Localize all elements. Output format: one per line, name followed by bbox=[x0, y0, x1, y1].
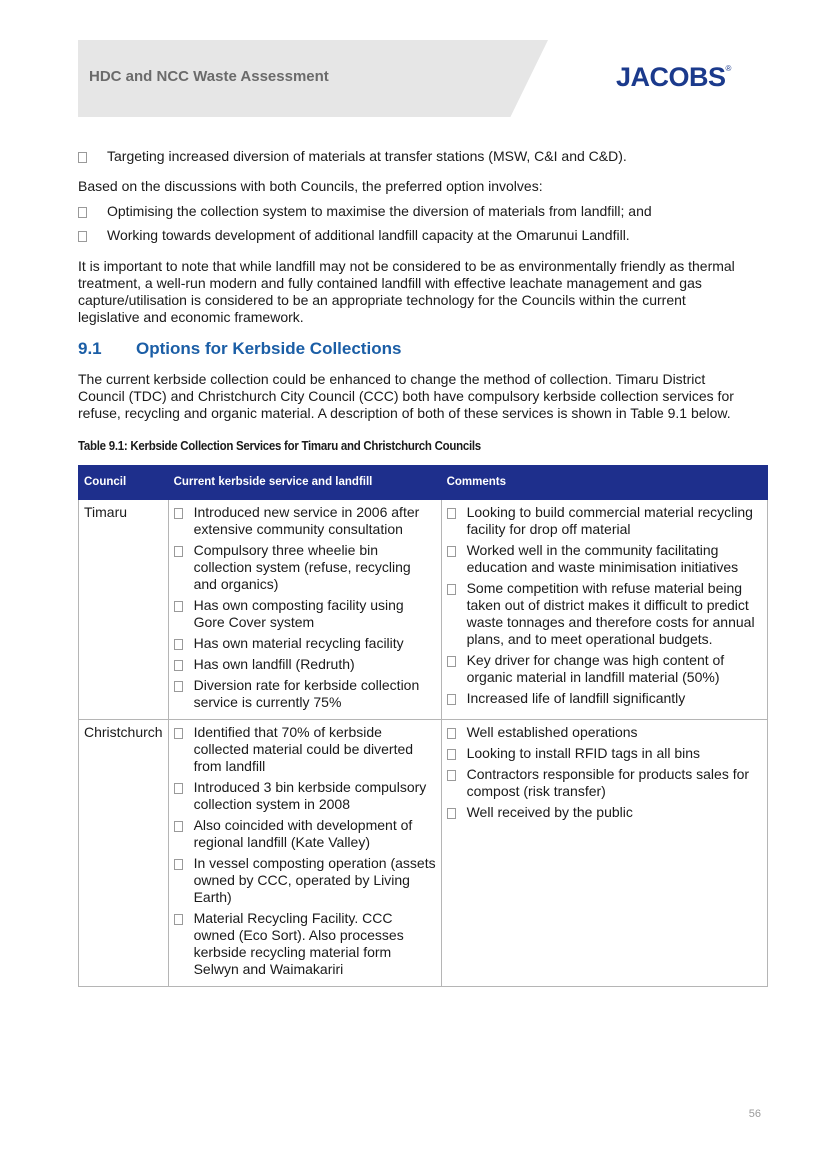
checkbox-bullet-icon bbox=[174, 660, 183, 671]
table-caption: Table 9.1: Kerbside Collection Services for Timaru and Christchurch Councils bbox=[78, 439, 481, 453]
list-item-text: Introduced 3 bin kerbside compulsory collection system in 2008 bbox=[193, 779, 427, 812]
list-item bbox=[174, 855, 436, 906]
checkbox-bullet-icon bbox=[447, 728, 456, 739]
checkbox-bullet-icon bbox=[174, 601, 183, 612]
list-item bbox=[174, 779, 436, 813]
list-item-text: Contractors responsible for products sales for compost (risk transfer) bbox=[466, 766, 750, 799]
list-item-text: Well received by the public bbox=[466, 804, 633, 820]
list-item bbox=[447, 542, 762, 576]
list-item-text: Worked well in the community facilitating education and waste minimisation initiatives bbox=[466, 542, 739, 575]
logo-registered-mark: ® bbox=[725, 64, 731, 73]
checkbox-bullet-icon bbox=[447, 546, 456, 557]
checkbox-bullet-icon bbox=[78, 207, 87, 218]
table-header-row bbox=[79, 466, 768, 500]
list-item-text: Material Recycling Facility. CCC owned (Eco Sort). Also processes kerbside recycling material form Selwyn and Waimakariri bbox=[193, 910, 404, 977]
column-header-council: Council bbox=[79, 466, 169, 500]
list-item bbox=[78, 227, 750, 244]
checkbox-bullet-icon bbox=[447, 584, 456, 595]
council-cell: Timaru bbox=[79, 500, 169, 720]
checkbox-bullet-icon bbox=[78, 152, 87, 163]
checkbox-bullet-icon bbox=[174, 639, 183, 650]
list-item-text: Identified that 70% of kerbside collected material could be diverted from landfill bbox=[193, 724, 414, 774]
checkbox-bullet-icon bbox=[447, 694, 456, 705]
list-item bbox=[447, 766, 762, 800]
list-item bbox=[447, 504, 762, 538]
list-item-text: Has own material recycling facility bbox=[193, 635, 404, 651]
checkbox-bullet-icon bbox=[174, 859, 183, 870]
checkbox-bullet-icon bbox=[174, 821, 183, 832]
list-item bbox=[78, 203, 750, 220]
section-title: Options for Kerbside Collections bbox=[136, 339, 402, 358]
list-item-text: Also coincided with development of regional landfill (Kate Valley) bbox=[193, 817, 413, 850]
table-row bbox=[79, 500, 768, 720]
checkbox-bullet-icon bbox=[174, 546, 183, 557]
note-paragraph: It is important to note that while landfill may not be considered to be as environmentally friendly as thermal treatment, a well-run modern and fully contained landfill with effective leachate management and gas capture/utilisation is considered to be an appropriate technology for the Councils within the current legislative and economic framework. bbox=[78, 258, 735, 325]
list-item bbox=[174, 677, 436, 711]
page-content bbox=[78, 148, 755, 987]
section-heading bbox=[78, 340, 750, 357]
column-header-comments: Comments bbox=[441, 466, 767, 500]
list-item-text: Increased life of landfill significantly bbox=[466, 690, 686, 706]
list-item bbox=[447, 580, 762, 648]
table-row bbox=[79, 720, 768, 987]
checkbox-bullet-icon bbox=[447, 508, 456, 519]
list-item bbox=[174, 542, 436, 593]
checkbox-bullet-icon bbox=[447, 808, 456, 819]
list-item bbox=[174, 597, 436, 631]
company-logo bbox=[616, 62, 731, 93]
list-item bbox=[174, 504, 436, 538]
page-number: 56 bbox=[748, 1108, 761, 1120]
checkbox-bullet-icon bbox=[447, 749, 456, 760]
column-header-service: Current kerbside service and landfill bbox=[168, 466, 441, 500]
list-item-text: Working towards development of additional landfill capacity at the Omarunui Landfill. bbox=[107, 227, 630, 243]
logo-text: JACOBS bbox=[616, 62, 726, 92]
list-item bbox=[174, 656, 436, 673]
list-item bbox=[447, 652, 762, 686]
list-item-text: Compulsory three wheelie bin collection system (refuse, recycling and organics) bbox=[193, 542, 411, 592]
list-item-text: Key driver for change was high content of organic material in landfill material (50%) bbox=[466, 652, 725, 685]
list-item-text: Diversion rate for kerbside collection service is currently 75% bbox=[193, 677, 420, 710]
comments-cell bbox=[441, 720, 767, 987]
list-item-text: Well established operations bbox=[466, 724, 638, 740]
list-item-text: Introduced new service in 2006 after extensive community consultation bbox=[193, 504, 420, 537]
list-item bbox=[447, 745, 762, 762]
list-item-text: In vessel composting operation (assets owned by CCC, operated by Living Earth) bbox=[193, 855, 436, 905]
list-item bbox=[447, 724, 762, 741]
checkbox-bullet-icon bbox=[174, 508, 183, 519]
list-item bbox=[174, 817, 436, 851]
list-item bbox=[174, 724, 436, 775]
comments-cell bbox=[441, 500, 767, 720]
list-item bbox=[447, 804, 762, 821]
checkbox-bullet-icon bbox=[174, 783, 183, 794]
list-item bbox=[174, 910, 436, 978]
list-item bbox=[174, 635, 436, 652]
checkbox-bullet-icon bbox=[174, 681, 183, 692]
list-item bbox=[78, 148, 750, 165]
list-item-text: Has own composting facility using Gore Cover system bbox=[193, 597, 404, 630]
preferred-option-intro: Based on the discussions with both Councils, the preferred option involves: bbox=[78, 178, 543, 194]
list-item-text: Looking to install RFID tags in all bins bbox=[466, 745, 701, 761]
kerbside-table bbox=[78, 465, 768, 987]
list-item bbox=[447, 690, 762, 707]
service-cell bbox=[168, 500, 441, 720]
section-number: 9.1 bbox=[78, 339, 102, 358]
checkbox-bullet-icon bbox=[78, 231, 87, 242]
service-cell bbox=[168, 720, 441, 987]
list-item-text: Targeting increased diversion of materials at transfer stations (MSW, C&I and C&D). bbox=[107, 148, 627, 164]
council-cell: Christchurch bbox=[79, 720, 169, 987]
list-item-text: Has own landfill (Redruth) bbox=[193, 656, 355, 672]
list-item-text: Looking to build commercial material recycling facility for drop off material bbox=[466, 504, 753, 537]
section-paragraph: The current kerbside collection could be enhanced to change the method of collection. Timaru District Council (TDC) and Christchurch City Council (CCC) both have compulsory kerbside collection services for refuse, recycling and organic material. A description of both of these services is shown in Table 9.1 below. bbox=[78, 371, 734, 421]
list-item-text: Optimising the collection system to maximise the diversion of materials from landfill; and bbox=[107, 203, 652, 219]
checkbox-bullet-icon bbox=[447, 656, 456, 667]
checkbox-bullet-icon bbox=[174, 728, 183, 739]
list-item-text: Some competition with refuse material being taken out of district makes it difficult to predict waste tonnages and therefore costs for annual plans, and to meet operational budgets. bbox=[466, 580, 755, 647]
checkbox-bullet-icon bbox=[447, 770, 456, 781]
checkbox-bullet-icon bbox=[174, 914, 183, 925]
document-title: HDC and NCC Waste Assessment bbox=[89, 68, 329, 85]
